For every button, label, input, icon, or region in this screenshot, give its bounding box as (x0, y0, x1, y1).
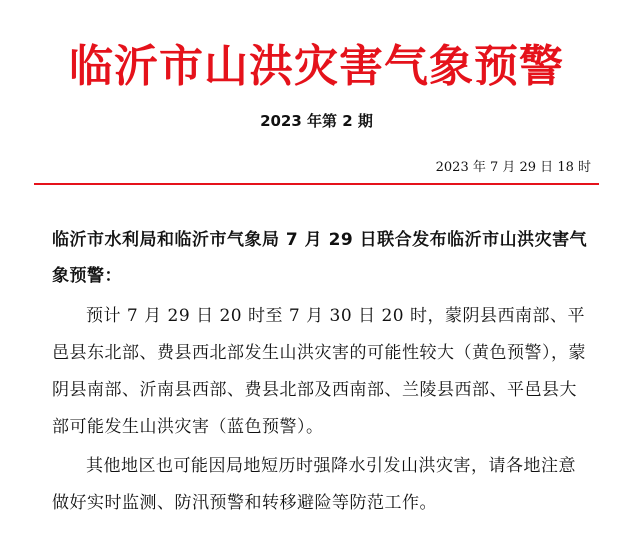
header-divider (34, 183, 599, 185)
lead-paragraph: 临沂市水利局和临沂市气象局 7 月 29 日联合发布临沂市山洪灾害气象预警： (52, 230, 588, 286)
issue-datetime: 2023 年 7 月 29 日 18 时 (435, 160, 591, 175)
issue-number: 2023 年第 2 期 (260, 112, 373, 130)
advisory-paragraph: 其他地区也可能因局地短历时强降水引发山洪灾害，请各地注意做好实时监测、防汛预警和转移避险等防范工作。 (52, 456, 576, 513)
forecast-paragraph: 预计 7 月 29 日 20 时至 7 月 30 日 20 时，蒙阴县西南部、平邑县东北部、费县西北部发生山洪灾害的可能性较大（黄色预警），蒙阴县南部、沂南县西部、费县北部及西南部、兰陵县西部、平邑县大部可能发生山洪灾害（蓝色预警）。 (52, 306, 586, 437)
document-title: 临沂市山洪灾害气象预警 (69, 41, 564, 92)
